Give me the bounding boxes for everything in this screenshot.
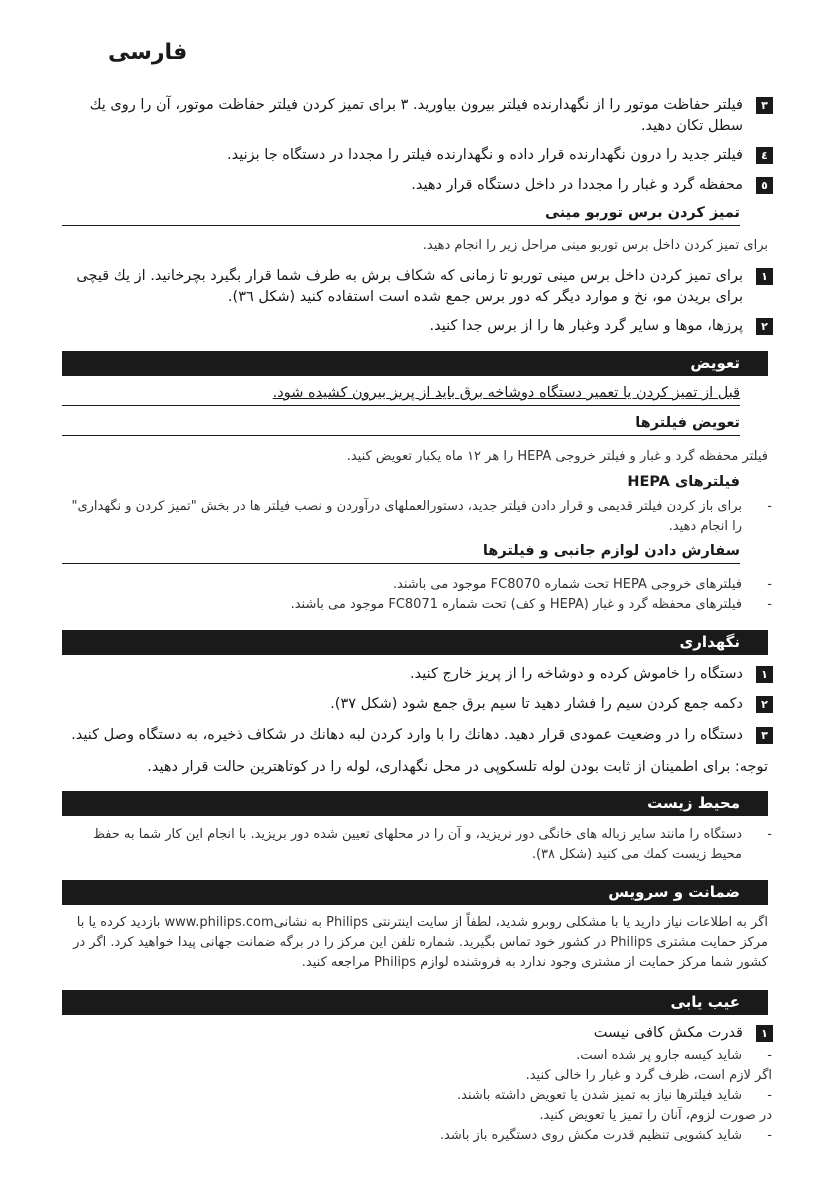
section-title: تعویض bbox=[690, 354, 740, 372]
trouble-line: شاید کیسه جارو پر شده است. bbox=[576, 1048, 742, 1063]
hepa-bullet: برای باز کردن فیلتر قدیمی و قرار دادن فیلتر جدید، دستورالعملهای درآوردن و نصب فیلتر ها در بخش "تمیز کردن و نگهداری" را انجام دهید. bbox=[71, 499, 742, 534]
step-item bbox=[66, 175, 773, 196]
step-text: دکمه جمع کردن سیم را فشار دهید تا سیم برق جمع شود (شکل ۳۷). bbox=[330, 696, 743, 712]
step-text: دستگاه را خاموش کرده و دوشاخه را از پریز خارج کنید. bbox=[410, 666, 743, 682]
step-item bbox=[66, 725, 773, 746]
step-item bbox=[66, 316, 773, 337]
step-number: ۳ bbox=[756, 97, 773, 114]
step-item bbox=[66, 95, 773, 137]
filters-text: فیلتر محفظه گرد و غبار و فیلتر خروجی HEPA را هر ١٢ ماه یکبار تعویض کنید. bbox=[346, 449, 768, 464]
step-item bbox=[66, 664, 773, 685]
step-text: فیلتر جدید را درون نگهدارنده قرار داده و نگهدارنده فیلتر را مجددا در دستگاه جا بزنید. bbox=[227, 147, 743, 163]
order-heading: سفارش دادن لوازم جانبی و فیلترها bbox=[62, 543, 740, 564]
step-number: ١ bbox=[756, 1025, 773, 1042]
step-number: ١ bbox=[756, 268, 773, 285]
language-title: فارسی bbox=[108, 40, 188, 65]
step-number: ٢ bbox=[756, 318, 773, 335]
trouble-line: در صورت لزوم، آنان را تمیز یا تعویض کنید. bbox=[539, 1108, 772, 1123]
trouble-line: اگر لازم است، ظرف گرد و غبار را خالی کنید. bbox=[525, 1068, 772, 1083]
environment-bullet: دستگاه را مانند سایر زباله های خانگی دور نریزید، و آن را در محلهای تعیین شده دور بریزید. با انجام این کار شما به حفظ محیط زیست کمك می کنید (شکل ۳۸). bbox=[92, 827, 742, 862]
replacement-warning: قبل از تمیز کردن یا تعمیر دستگاه دوشاخه برق باید از پریز بیرون کشیده شود. bbox=[62, 385, 740, 406]
step-number: ٤ bbox=[756, 147, 773, 164]
step-text: پرزها، موها و سایر گرد وغبار ها را از برس جدا کنید. bbox=[429, 318, 743, 334]
list-item: - شاید کیسه جارو پر شده است. bbox=[66, 1046, 772, 1066]
list-item: - برای باز کردن فیلتر قدیمی و قرار دادن فیلتر جدید، دستورالعملهای درآوردن و نصب فیلتر ها در بخش "تمیز کردن و نگهداری" را انجام دهید. bbox=[66, 497, 772, 537]
list-item: - فیلترهای خروجی HEPA تحت شماره FC8070 موجود می باشند. bbox=[66, 575, 772, 595]
list-item: - فیلترهای محفظه گرد و غبار (HEPA و کف) تحت شماره FC8071 موجود می باشند. bbox=[66, 595, 772, 615]
order-bullet: فیلترهای خروجی HEPA تحت شماره FC8070 موجود می باشند. bbox=[392, 577, 742, 592]
section-title: محیط زیست bbox=[647, 794, 740, 812]
section-bar-environment bbox=[62, 791, 768, 816]
step-text: قدرت مکش کافی نیست bbox=[593, 1025, 743, 1041]
step-text: دستگاه را در وضعیت عمودی قرار دهید. دهانك را با وارد کردن لبه دهانك در شکاف ذخیره، به دستگاه وصل کنید. bbox=[71, 727, 743, 743]
section-bar-troubleshooting bbox=[62, 990, 768, 1015]
step-number: ١ bbox=[756, 666, 773, 683]
step-number: ۳ bbox=[756, 727, 773, 744]
step-item bbox=[66, 266, 773, 308]
step-item bbox=[66, 694, 773, 715]
step-number: ٢ bbox=[756, 696, 773, 713]
storage-note: توجه: برای اطمینان از ثابت بودن لوله تلسکوپی در محل نگهداری، لوله را در کوتاهترین حالت قرار دهید. bbox=[147, 759, 768, 775]
list-item: - شاید کشویی تنظیم قدرت مکش روی دستگیره باز باشد. bbox=[66, 1126, 772, 1146]
section-bar-guarantee bbox=[62, 880, 768, 905]
step-text: برای تمیز کردن داخل برس مینی توربو تا زمانی که شکاف برش به طرف شما قرار بگیرد بچرخانید. از یك قیچی برای بریدن مو، نخ و موارد دیگر که دور برس جمع شده است استفاده کنید (شکل ۳٦). bbox=[76, 268, 743, 305]
turbo-intro: برای تمیز کردن داخل برس توربو مینی مراحل زیر را انجام دهید. bbox=[422, 238, 768, 253]
step-item bbox=[66, 145, 773, 166]
section-title: نگهداری bbox=[679, 633, 740, 651]
trouble-line: شاید فیلترها نیاز به تمیز شدن یا تعویض داشته باشند. bbox=[457, 1088, 742, 1103]
list-item: - دستگاه را مانند سایر زباله های خانگی دور نریزید، و آن را در محلهای تعیین شده دور بریزید. با انجام این کار شما به حفظ محیط زیست کمك می کنید (شکل ۳۸). bbox=[66, 825, 772, 865]
section-title: عیب یابی bbox=[670, 993, 740, 1011]
step-item bbox=[66, 1023, 773, 1044]
step-text: فیلتر حفاظت موتور را از نگهدارنده فیلتر بیرون بیاورید. ۳ برای تمیز کردن فیلتر حفاظت موتور، آن را روی یك سطل تکان دهید. bbox=[89, 97, 743, 134]
trouble-line: شاید کشویی تنظیم قدرت مکش روی دستگیره باز باشد. bbox=[439, 1128, 742, 1143]
filters-heading: تعویض فیلترها bbox=[62, 415, 740, 436]
section-title: ضمانت و سرویس bbox=[608, 883, 740, 901]
section-bar-replacement bbox=[62, 351, 768, 376]
list-item: - شاید فیلترها نیاز به تمیز شدن یا تعویض داشته باشند. bbox=[66, 1086, 772, 1106]
step-number: ٥ bbox=[756, 177, 773, 194]
turbo-heading: تمیز کردن برس توربو مینی bbox=[62, 205, 740, 226]
step-text: محفظه گرد و غبار را مجددا در داخل دستگاه قرار دهید. bbox=[411, 177, 743, 193]
order-bullet: فیلترهای محفظه گرد و غبار (HEPA و کف) تحت شماره FC8071 موجود می باشند. bbox=[290, 597, 742, 612]
section-bar-storage bbox=[62, 630, 768, 655]
hepa-heading: فیلترهای HEPA bbox=[627, 474, 740, 490]
guarantee-text: اگر به اطلاعات نیاز دارید یا با مشکلی روبرو شدید، لطفاً از سایت اینترنتی Philips به نشانیwww.philips.com بازدید کرده یا با مرکز حمایت مشتری Philips در کشور خود تماس بگیرید. شماره تلفن این مرکز را در برگه ضمانت جهانی پیدا خواهید کرد. اگر در کشور شما مرکز حمایت از مشتری وجود ندارد به فروشنده لوازم Philips مراجعه کنید. bbox=[73, 915, 768, 970]
